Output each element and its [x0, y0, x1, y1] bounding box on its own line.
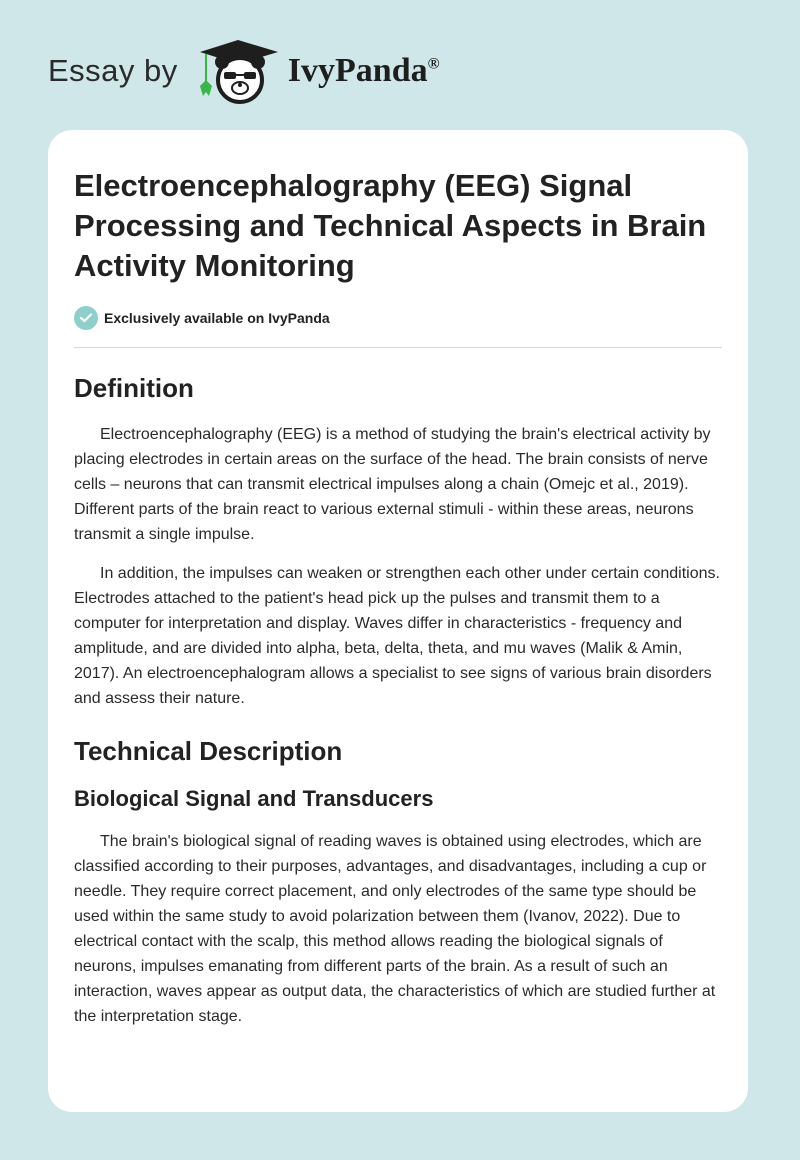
- registered-mark: ®: [427, 55, 440, 73]
- paragraph: In addition, the impulses can weaken or strengthen each other under certain conditions. Electrodes attached to the patient's head pick up the pulses and transmit them to a computer for interpretation and display. Waves differ in characteristics - frequency and amplitude, and are divided into alpha, beta, delta, theta, and mu waves (Malik & Amin, 2017). An electroencephalogram allows a specialist to see signs of various brain disorders and assess their nature.: [74, 565, 720, 707]
- section-heading: Technical Description: [74, 736, 343, 766]
- exclusive-badge: [74, 306, 722, 330]
- essay-card: [48, 130, 748, 1112]
- check-icon: [74, 306, 98, 330]
- subsection-heading: Biological Signal and Transducers: [74, 786, 434, 811]
- badge-text: Exclusively available on IvyPanda: [104, 310, 330, 326]
- section-heading: Definition: [74, 373, 194, 403]
- panda-logo-icon[interactable]: [196, 36, 280, 106]
- brand-name[interactable]: [288, 52, 440, 90]
- divider: [74, 347, 722, 348]
- paragraph: Electroencephalography (EEG) is a method of studying the brain's electrical activity by placing electrodes in certain areas on the surface of the head. The brain consists of nerve cells – neurons that can transmit electrical impulses along a chain (Omejc et al., 2019). Different parts of the brain react to various external stimuli - within these areas, neurons transmit a single impulse.: [74, 426, 711, 543]
- brand-text: IvyPanda: [287, 52, 428, 89]
- essay-by-label: Essay by: [48, 53, 178, 88]
- essay-title: Electroencephalography (EEG) Signal Processing and Technical Aspects in Brain Activity Monitoring: [74, 168, 707, 283]
- site-header: [48, 36, 440, 106]
- paragraph: The brain's biological signal of reading waves is obtained using electrodes, which are classified according to their purposes, advantages, and disadvantages, including a cup or needle. They require correct placement, and only electrodes of the same type should be used within the same study to avoid polarization between them (Ivanov, 2022). Due to electrical contact with the scalp, this method allows reading the biological signals of neurons, impulses emanating from different parts of the brain. As a result of such an interaction, waves appear as output data, the characteristics of which are studied further at the interpretation stage.: [74, 833, 716, 1025]
